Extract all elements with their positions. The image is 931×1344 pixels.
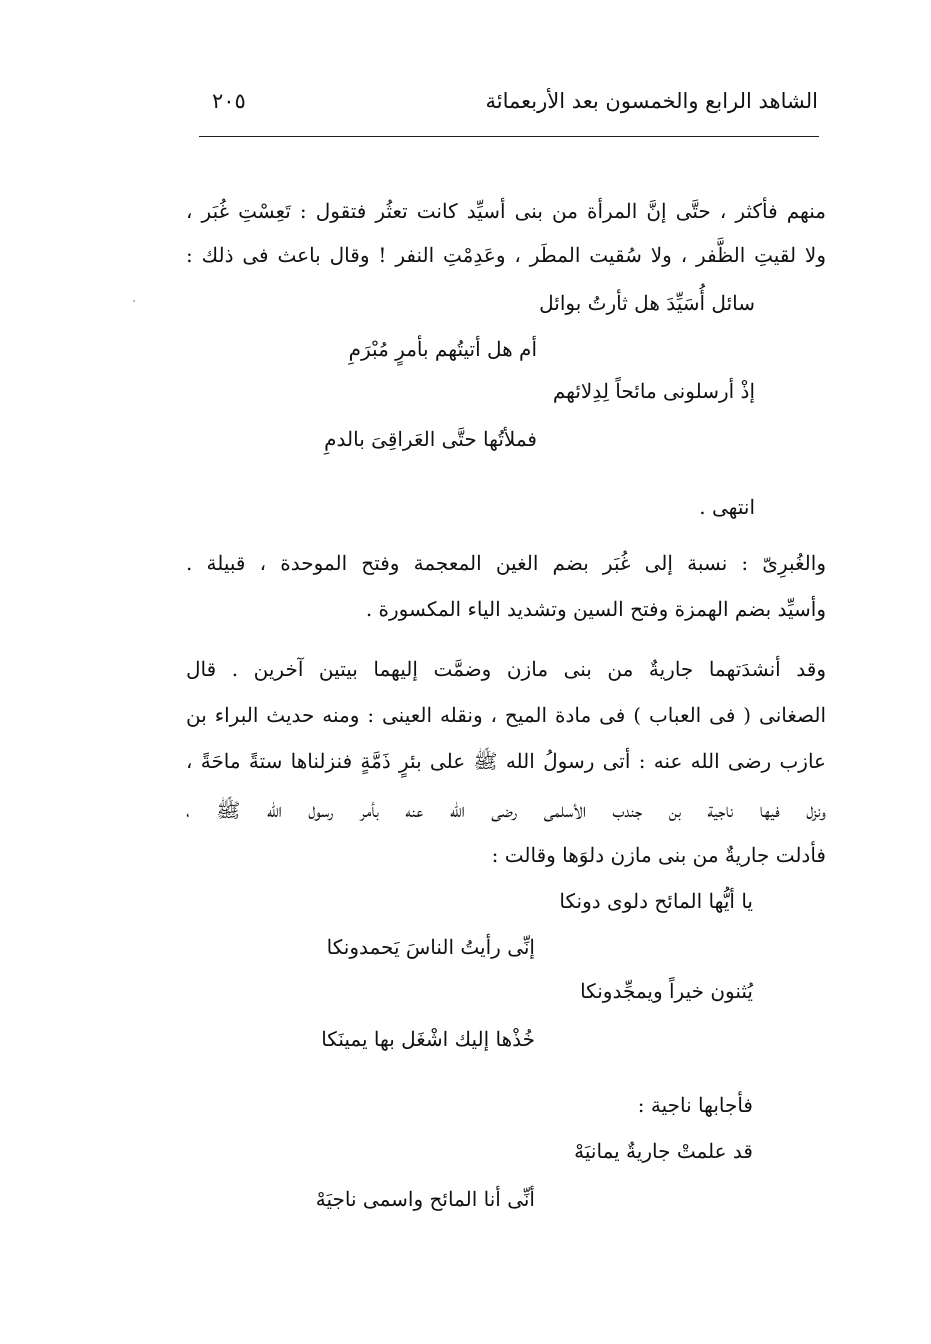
verse-line: إنِّى رأيتُ الناسَ يَحمدونكا	[326, 935, 535, 959]
paragraph-line: عازب رضى الله عنه : أتى رسولُ الله ﷺ على بئرٍ ذَمَّةٍ فنزلناها ستةً ماحَةً ،	[186, 749, 826, 773]
verse-line: يا أيُّها المائح دلوى دونكا	[559, 889, 753, 913]
verse-line: إذْ أرسلونى مائحاً لِدِلائهم	[552, 379, 755, 403]
running-header-title: الشاهد الرابع والخمسون بعد الأربعمائة	[485, 89, 818, 113]
quote-end: انتهى .	[699, 495, 755, 519]
verse-line: قد علمتْ جاريةٌ يمانيَهْ	[574, 1139, 753, 1163]
paragraph-line: ونزل فيها ناجية بن جندب الأسلمى رضى الله عنه بأمر رسول الله ﷺ ،	[186, 798, 826, 822]
paragraph-line: وقد أنشدَتهما جاريةٌ من بنى مازن وضمَّت إليهما بيتين آخرين . قال	[186, 657, 826, 681]
page-number: ٢٠٥	[212, 89, 246, 113]
scan-speck	[133, 300, 135, 302]
paragraph-line: فأدلت جاريةٌ من بنى مازن دلوَها وقالت :	[491, 843, 826, 867]
paragraph-line: وأسيِّد بضم الهمزة وفتح السين وتشديد الياء المكسورة .	[365, 597, 826, 621]
verse-line: أم هل أتيتُهم بأمرٍ مُبْرَمِ	[348, 337, 537, 361]
paragraph-line: منهم فأكثر ، حتَّى إنَّ المرأة من بنى أسيِّد كانت تعثُر فتقول : تَعِسْتِ غُبَر ،	[186, 199, 826, 223]
paragraph-line: ولا لقيتِ الظَّفر ، ولا سُقيت المطَر ، وعَدِمْتِ النفر ! وقال باعث فى ذلك :	[186, 243, 826, 267]
verse-line: فملأتُها حتَّى العَراقِىَ بالدمِ	[324, 427, 537, 451]
verse-line: يُثنون خيراً ويمجِّدونكا	[580, 979, 753, 1003]
verse-line: أنِّى أنا المائح واسمى ناجيَهْ	[315, 1187, 535, 1211]
paragraph-line: والغُبرِىّ : نسبة إلى غُبَر بضم الغين المعجمة وفتح الموحدة ، قبيلة .	[186, 551, 826, 575]
header-divider	[199, 136, 819, 137]
verse-line: خُذْها إليك اشْغَل بها يمينَكا	[321, 1027, 535, 1051]
verse-line: سائل أُسَيِّدَ هل ثأرتُ بوائل	[539, 291, 755, 315]
paragraph-line: الصغانى ( فى العباب ) فى مادة الميح ، ونقله العينى : ومنه حديث البراء بن	[186, 703, 826, 727]
paragraph-line: فأجابها ناجية :	[637, 1093, 753, 1117]
